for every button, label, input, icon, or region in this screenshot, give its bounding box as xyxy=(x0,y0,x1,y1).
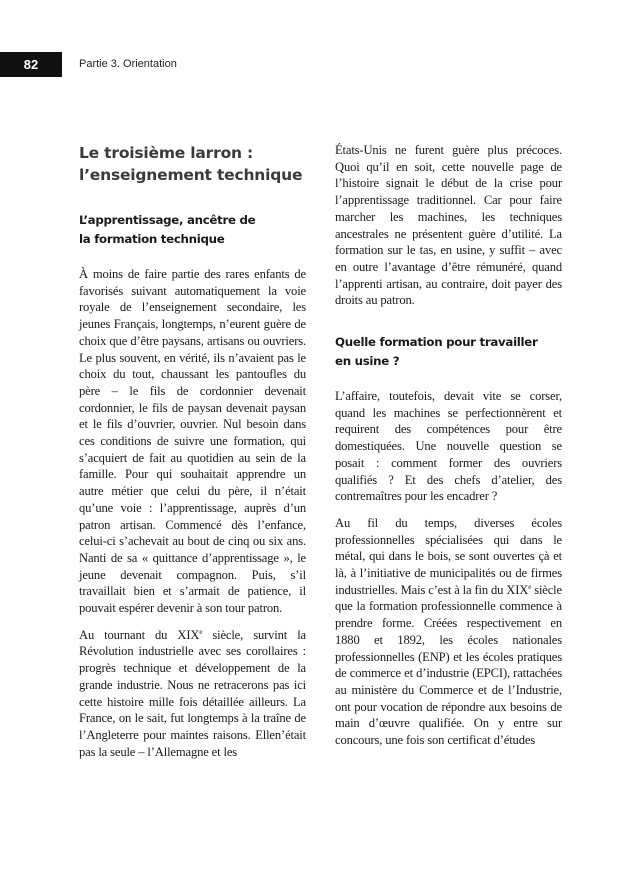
section-title-formation-usine xyxy=(335,333,562,371)
left-column xyxy=(79,142,306,770)
right-column xyxy=(335,142,562,759)
section-title-line-1: Quelle formation pour travailler xyxy=(335,335,538,350)
chapter-title-line-2: l’enseignement technique xyxy=(79,166,303,184)
section-title-line-2: la formation technique xyxy=(79,232,225,246)
page-number: 82 xyxy=(0,52,62,77)
text-run: siècle, survint la Révolution industrielle avec ses corollaires : progrès technique et développement de la grande industrie. Nous ne retracerons pas ici cette histoire mille fois détaillée ailleurs. La France, on le sait, fut longtemps à la traîne de l’Angleterre pour maintes raisons. Ellen’était pas la seule – l’Allemagne et les xyxy=(79,627,306,759)
chapter-title xyxy=(79,142,306,186)
body-paragraph: L’affaire, toutefois, devait vite se corser, quand les machines se perfectionnèrent et requirent des compétences pour être domestiquées. Une nouvelle question se posait : comment former des ouvriers qualifiés ? Et des chefs d’atelier, des contremaîtres pour les encadrer ? xyxy=(335,389,562,504)
body-paragraph xyxy=(335,515,562,749)
section-title-line-1: L’apprentissage, ancêtre de xyxy=(79,213,256,227)
body-paragraph: À moins de faire partie des rares enfants de favorisés suivant automatiquement la voie royale de l’enseignement secondaire, les jeunes Français, longtemps, n’eurent guère de choix que d’être paysans, artisans ou ouvriers. Le plus souvent, en vérité, ils n’avaient pas le choix du tout, chaussant les pantoufles du père – le fils de cordonnier devenait cordonnier, le fils de paysan devenait paysan et le fils d’ouvrier, ouvrier. Nul besoin dans ces conditions de suivre une formation, qui s’acquiert de fait au quotidien au sein de la famille. Pour qui souhaitait apprendre un autre métier que celui du père, il n’était qu’une voie : l’apprentissage, auprès d’un patron artisan. Commencé dès l’enfance, celui-ci s’achevait au bout de cinq ou six ans. Nanti de sa « quittance d’apprentissage », le jeune devenait compagnon. Puis, s’il travaillait bien et s’armait de patience, il pouvait espérer devenir à son tour patron. xyxy=(79,267,306,616)
text-run: Au tournant du XIX xyxy=(79,627,200,642)
body-paragraph xyxy=(79,627,306,761)
text-run: siècle que la formation professionnelle commence à prendre forme. Créées respectivement en 1880 et 1892, les écoles nationales professionnelles (ENP) et les écoles pratiques de commerce et d’industrie (EPCI), rattachées au ministère du Commerce et de l’Industrie, ont pour vocation de répondre aux besoins de main d’œuvre qualifiée. On y entre sur concours, une fois son certificat d’études xyxy=(335,582,562,748)
section-title-apprentissage xyxy=(79,211,306,249)
superscript: e xyxy=(199,627,203,636)
body-paragraph: États-Unis ne furent guère plus précoces. Quoi qu’il en soit, cette nouvelle page de l’histoire signait le début de la crise pour l’apprentissage traditionnel. Car pour faire marcher les machines, les techniques ancestrales ne présentent guère d’utilité. La formation sur le tas, en usine, y suffit – avec en outre l’avantage d’être rémunéré, quand l’apprenti artisan, au contraire, doit payer des droits au patron. xyxy=(335,143,562,308)
section-title-line-2: en usine ? xyxy=(335,354,400,369)
running-head: Partie 3. Orientation xyxy=(79,58,177,70)
text-run: Au fil du temps, diverses écoles professionnelles spécialisées qui dans le métal, qui dans le bois, se sont ouvertes çà et là, à l’initiative de municipalités ou de firmes industrielles. Mais c’est à la fin du XIX xyxy=(335,515,562,597)
chapter-title-line-1: Le troisième larron : xyxy=(79,144,254,162)
superscript: e xyxy=(528,582,532,591)
